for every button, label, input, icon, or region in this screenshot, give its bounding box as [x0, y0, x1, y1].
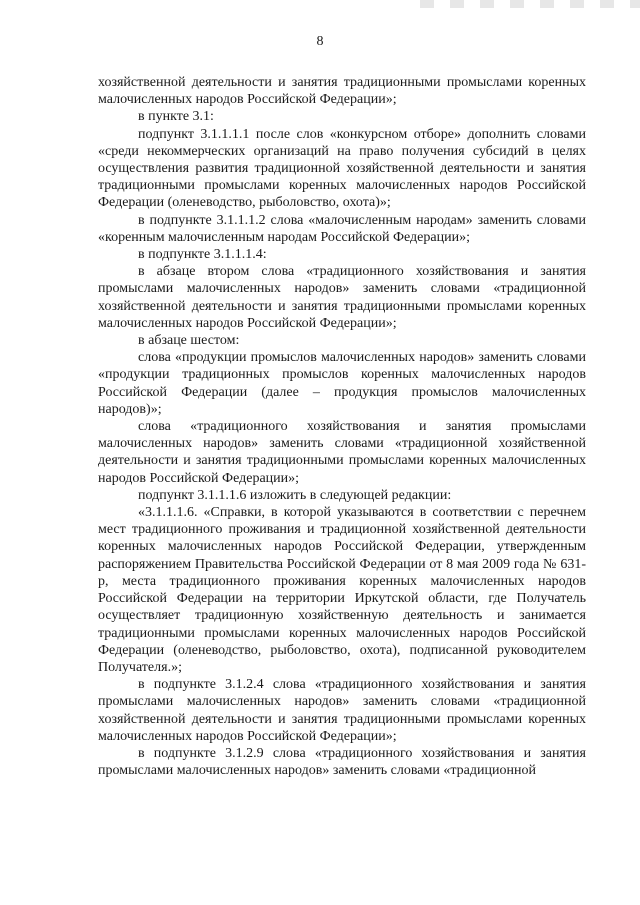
- document-body: [98, 74, 586, 779]
- paragraph-13: в подпункте 3.1.2.9 слова «традиционного хозяйствования и занятия промыслами малочисленных народов» заменить словами «традиционной: [98, 745, 586, 779]
- paragraph-11: «3.1.1.1.6. «Справки, в которой указываются в соответствии с перечнем мест традиционного проживания и традиционной хозяйственной деятельности коренных малочисленных народов Российской Федерации, утвержденным распоряжением Правительства Российской Федерации от 8 мая 2009 года № 631-р, места традиционного проживания коренных малочисленных народов Российской Федерации на территории Иркутской области, где Получатель осуществляет традиционную хозяйственную деятельность и занимается традиционными промыслами коренных малочисленных народов Российской Федерации (оленеводство, рыболовство, охота), подписанной руководителем Получателя.»;: [98, 505, 586, 675]
- paragraph-10: подпункт 3.1.1.1.6 изложить в следующей редакции:: [138, 487, 452, 503]
- paragraph-9: слова «традиционного хозяйствования и занятия промыслами малочисленных народов» заменить словами «традиционной хозяйственной деятельности и занятия традиционными промыслами коренных малочисленных народов Российской Федерации»;: [98, 419, 586, 486]
- paragraph-2: в пункте 3.1:: [138, 109, 214, 125]
- paragraph-5: в подпункте 3.1.1.1.4:: [138, 247, 267, 263]
- paragraph-7: в абзаце шестом:: [138, 333, 240, 349]
- scan-artifact: [420, 0, 640, 8]
- paragraph-6: в абзаце втором слова «традиционного хозяйствования и занятия промыслами малочисленных народов» заменить словами «традиционной хозяйственной деятельности и занятия традиционными промыслами коренных малочисленных народов Российской Федерации»;: [98, 264, 586, 331]
- paragraph-1: хозяйственной деятельности и занятия традиционными промыслами коренных малочисленных народов Российской Федерации»;: [98, 75, 586, 108]
- paragraph-12: в подпункте 3.1.2.4 слова «традиционного хозяйствования и занятия промыслами малочисленных народов» заменить словами «традиционной хозяйственной деятельности и занятия традиционными промыслами коренных малочисленных народов Российской Федерации»;: [98, 677, 586, 744]
- paragraph-4: в подпункте 3.1.1.1.2 слова «малочисленным народам» заменить словами «коренным малочисленным народам Российской Федерации»;: [98, 212, 586, 245]
- page-number: 8: [316, 34, 324, 49]
- paragraph-8: слова «продукции промыслов малочисленных народов» заменить словами «продукции традиционных промыслов коренных малочисленных народов Российской Федерации (далее – продукция промыслов малочисленных народов)»;: [98, 350, 586, 417]
- paragraph-3: подпункт 3.1.1.1.1 после слов «конкурсном отборе» дополнить словами «среди некоммерческих организаций на право получения субсидий в целях осуществления развития традиционной хозяйственной деятельности и занятия традиционными промыслами коренных малочисленных народов Российской Федерации (оленеводство, рыболовство, охота)»;: [98, 126, 586, 211]
